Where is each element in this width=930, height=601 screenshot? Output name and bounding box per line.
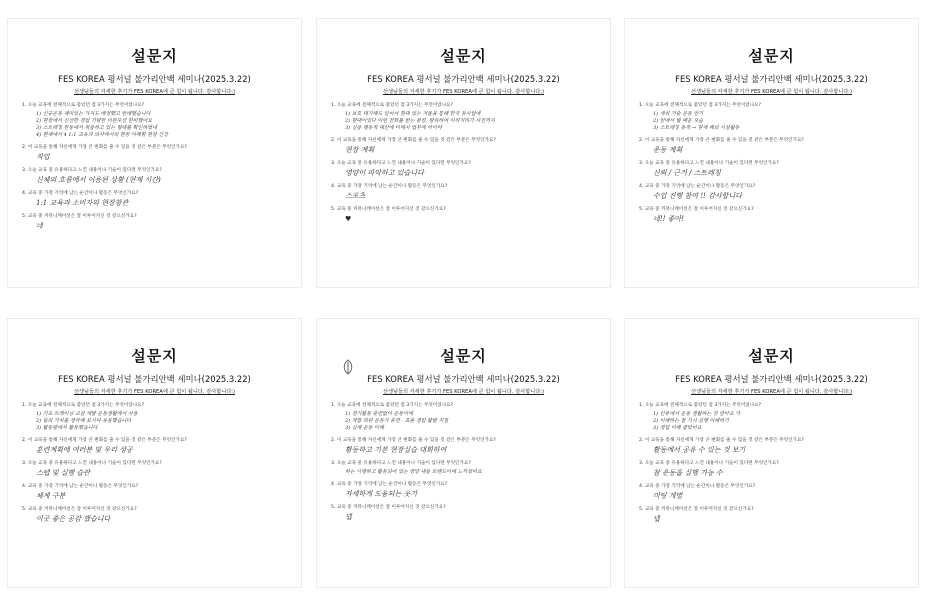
question-1: 1. 오늘 교육에 전체적으로 좋았던 점 3가지는 무엇이었나요? [639,403,762,408]
question-2: 2. 이 교육을 통해 자신에게 가장 큰 변화를 줄 수 있을 것 같은 부분은 무엇인가요? [22,145,187,150]
question-1: 1. 오늘 교육에 전체적으로 좋았던 점 3가지는 무엇이었나요? [22,103,145,108]
answer-2: 운동 계획 [653,146,683,154]
question-4: 4. 교육 중 가장 기억에 남는 순간이나 활동은 무엇인가요? [22,191,139,196]
answer-1 [653,411,918,432]
answer-1-line: 3) 실제 운동 이해 [345,425,384,431]
question-3: 3. 오늘 교육 중 유용하다고 느낀 내용이나 기술이 있다면 무엇인가요? [331,461,471,466]
question-1: 1. 오늘 교육에 전체적으로 좋았던 점 3가지는 무엇이었나요? [331,103,454,108]
survey-subtitle: FES KOREA 평서널 불가리안백 세미나(2025.3.22) [675,74,868,84]
survey-title: 설문지 [440,347,487,365]
question-2: 2. 이 교육을 통해 자신에게 가장 큰 변화를 줄 수 있을 것 같은 부분은 무엇인가요? [22,438,187,443]
answer-3: 하는 시행하고 활동되어 있는 영양 내용 트렌드이에 느끼셨어요 [345,469,482,475]
question-4: 4. 교육 중 가장 기억에 남는 순간이나 활동은 무엇인가요? [22,484,139,489]
answer-1-line: 2) 이해하는 참 기시 실행 이해하기 [653,418,729,424]
question-3: 3. 오늘 교육 중 유용하다고 느낀 내용이나 기술이 있다면 무엇인가요? [639,161,779,166]
answer-1-line: 2) 적합 회원 운동가 훈련 · 효율 경험 활발 지침 [345,418,449,424]
answer-1-line: 3) 실용 행동적 대안에 이에서 업무에 아이야 [345,125,442,131]
answer-1-line: 2) 앞에서 뭘 배운 모습 [653,118,704,124]
answer-5: 넵 [653,515,660,523]
answer-3: 영양이 파악하고 있습니다 [345,169,424,177]
question-2: 2. 이 교육을 통해 자신에게 가장 큰 변화를 줄 수 있을 것 같은 부분은 무엇인가요? [639,138,804,143]
survey-thanks-line: 선생님들의 자세한 후기가 FES KOREA에 큰 힘이 됩니다. 감사합니다:) [382,89,545,95]
question-block [331,403,610,522]
answer-5: 넵 [345,513,352,521]
survey-sheet-3 [624,18,919,288]
question-2: 2. 이 교육을 통해 자신에게 가장 큰 변화를 줄 수 있을 것 같은 부분은 무엇인가요? [331,438,496,443]
question-4: 4. 교육 중 가장 기억에 남는 순간이나 활동은 무엇인가요? [331,482,448,487]
answer-1 [345,111,610,132]
answer-1-line: 3) 활동량에서 활동했습니다 [36,425,98,431]
question-5: 5. 교육 중 커뮤니케이션은 잘 이루어지신 것 같으신가요? [331,505,446,510]
survey-sheet-4 [7,318,302,588]
answer-1-line: 2) 현대이었다 이런 전화를 받는 물질, 왕복하여 이리저리가 사진까지 [345,118,495,124]
answer-1 [653,111,918,132]
answer-1-line: 1) 신규운동 재미있는 가지도 배정했고 반례했습니다 [36,111,151,117]
survey-title: 설문지 [131,347,178,365]
survey-subtitle: FES KOREA 평서널 불가리안백 세미나(2025.3.22) [58,374,251,384]
answer-2: 직업 [36,153,50,161]
question-block [639,403,918,524]
question-1: 1. 오늘 교육에 전체적으로 좋았던 점 3가지는 무엇이었나요? [22,403,145,408]
survey-title: 설문지 [748,47,795,65]
survey-subtitle: FES KOREA 평서널 불가리안백 세미나(2025.3.22) [367,374,560,384]
answer-2: 활동하고 기본 현장실습 대회하여 [345,446,447,454]
answer-2: 현장 계획 [345,146,375,154]
survey-sheet-6 [624,318,919,588]
question-5: 5. 교육 중 커뮤니케이션은 잘 이루어지신 것 같으신가요? [22,507,137,512]
leaf-doodle-icon [341,359,355,379]
question-block [639,103,918,224]
survey-thanks-line: 선생님들의 자세한 후기가 FES KOREA에 큰 힘이 됩니다. 감사합니다:) [73,389,236,395]
question-1: 1. 오늘 교육에 전체적으로 좋았던 점 3가지는 무엇이었나요? [639,103,762,108]
answer-1-line: 3) 스트레칭 한동에서 적용하고 있는 형태를 확인하였네 [36,125,157,131]
answer-1 [36,111,301,139]
question-4: 4. 교육 중 가장 기억에 남는 순간이나 활동은 무엇인가요? [639,184,756,189]
question-block [22,103,301,231]
survey-subtitle: FES KOREA 평서널 불가리안백 세미나(2025.3.22) [367,74,560,84]
answer-3: 신체의 흐름에서 이용된 상황 (현재 시간) [36,176,161,184]
question-4: 4. 교육 중 가장 기억에 남는 순간이나 활동은 무엇인가요? [639,484,756,489]
answer-1-line: 1) 보호 대기해도 일어서 현대 있는 겨울을 통해 한국 동사업에 [345,111,481,117]
answer-4: 스포츠 [345,192,366,200]
answer-4: 수업 진행 참여 !! 감사합니다 [653,192,742,200]
question-block [331,103,610,224]
survey-thanks-line: 선생님들의 자세한 후기가 FES KOREA에 큰 힘이 됩니다. 감사합니다:) [690,389,853,395]
survey-subtitle: FES KOREA 평서널 불가리안백 세미나(2025.3.22) [58,74,251,84]
answer-4: 1:1 교육과 소비자의 현장참관 [36,199,129,207]
answer-1-line: 1) 경기활동 훈련없이 운동이에 [345,411,413,417]
survey-thanks-line: 선생님들의 자세한 후기가 FES KOREA에 큰 힘이 됩니다. 감사합니다:) [73,89,236,95]
question-5: 5. 교육 중 커뮤니케이션은 잘 이루어지신 것 같으신가요? [22,214,137,219]
answer-1-line: 3) 스트레칭 동작 → 현재 해외 시설활동 [653,125,740,131]
question-5: 5. 교육 중 커뮤니케이션은 잘 이루어지신 것 같으신가요? [331,207,446,212]
answer-1 [345,411,610,432]
question-2: 2. 이 교육을 통해 자신에게 가장 큰 변화를 줄 수 있을 것 같은 부분은 무엇인가요? [639,438,804,443]
question-3: 3. 오늘 교육 중 유용하다고 느낀 내용이나 기술이 있다면 무엇인가요? [22,461,162,466]
answer-3: 스텝 및 실행 습관 [36,469,91,477]
answer-3: 신뢰 / 근거 / 스트레칭 [653,169,721,177]
question-5: 5. 교육 중 커뮤니케이션은 잘 이루어지신 것 같으신가요? [639,207,754,212]
survey-title: 설문지 [440,47,487,65]
answer-1-line: 2) 현장에서 신선한 경험 기량한 이론모션 한비했어요 [36,118,153,124]
question-2: 2. 이 교육을 통해 자신에게 가장 큰 변화를 줄 수 있을 것 같은 부분은 무엇인가요? [331,138,496,143]
answer-5: 이곳 좋은 공감 했습니다 [36,515,111,523]
question-1: 1. 오늘 교육에 전체적으로 좋았던 점 3가지는 무엇이었나요? [331,403,454,408]
answer-5: 네 [36,222,43,230]
answer-4: 미팅 개별 [653,492,683,500]
answer-4: 체계 구분 [36,492,66,500]
answer-5: ♥ [345,215,352,223]
question-3: 3. 오늘 교육 중 유용하다고 느낀 내용이나 기술이 있다면 무엇인가요? [639,461,779,466]
survey-sheet-1 [7,18,302,288]
question-3: 3. 오늘 교육 중 유용하다고 느낀 내용이나 기술이 있다면 무엇인가요? [331,161,471,166]
question-5: 5. 교육 중 커뮤니케이션은 잘 이루어지신 것 같으신가요? [639,507,754,512]
answer-1-line: 1) 인류에서 운동 생활하는 것 알아요 가 [653,411,741,417]
survey-thanks-line: 선생님들의 자세한 후기가 FES KOREA에 큰 힘이 됩니다. 감사합니다:) [382,389,545,395]
survey-title: 설문지 [131,47,178,65]
answer-4: 자세하게 도움되는 웃기 [345,490,418,498]
answer-1-line: 4) 현재에서 4 1:1 교육과 의사에서의 현장 이해할 현장 건강 [36,132,169,138]
answer-2: 훈련계획에 여러분 및 우리 성공 [36,446,133,454]
survey-subtitle: FES KOREA 평서널 불가리안백 세미나(2025.3.22) [675,374,868,384]
survey-title: 설문지 [748,347,795,365]
answer-1-line: 1) 새의 기술 운동 알기 [653,111,704,117]
answer-1-line: 2) 몸의 가치를 생각해 보시며 유용했습니다 [36,418,132,424]
survey-sheet-2 [316,18,611,288]
question-block [22,403,301,524]
question-3: 3. 오늘 교육 중 유용하다고 느낀 내용이나 기술이 있다면 무엇인가요? [22,168,162,173]
answer-1-line: 1) 기초 트레이닝 교감 개발 운동생활에서 사용 [36,411,138,417]
question-4: 4. 교육 중 가장 기억에 남는 순간이나 활동은 무엇인가요? [331,184,448,189]
survey-sheet-5 [316,318,611,588]
answer-3: 참 운동을 실행 가능 수 [653,469,723,477]
answer-1-line: 3) 경험 이해 좋았어요 [653,425,702,431]
survey-thanks-line: 선생님들의 자세한 후기가 FES KOREA에 큰 힘이 됩니다. 감사합니다:) [690,89,853,95]
answer-2: 활동에서 공유 수 있는 것 보기 [653,446,746,454]
answer-5: 네!! 좋아! [653,215,684,223]
answer-1 [36,411,301,432]
